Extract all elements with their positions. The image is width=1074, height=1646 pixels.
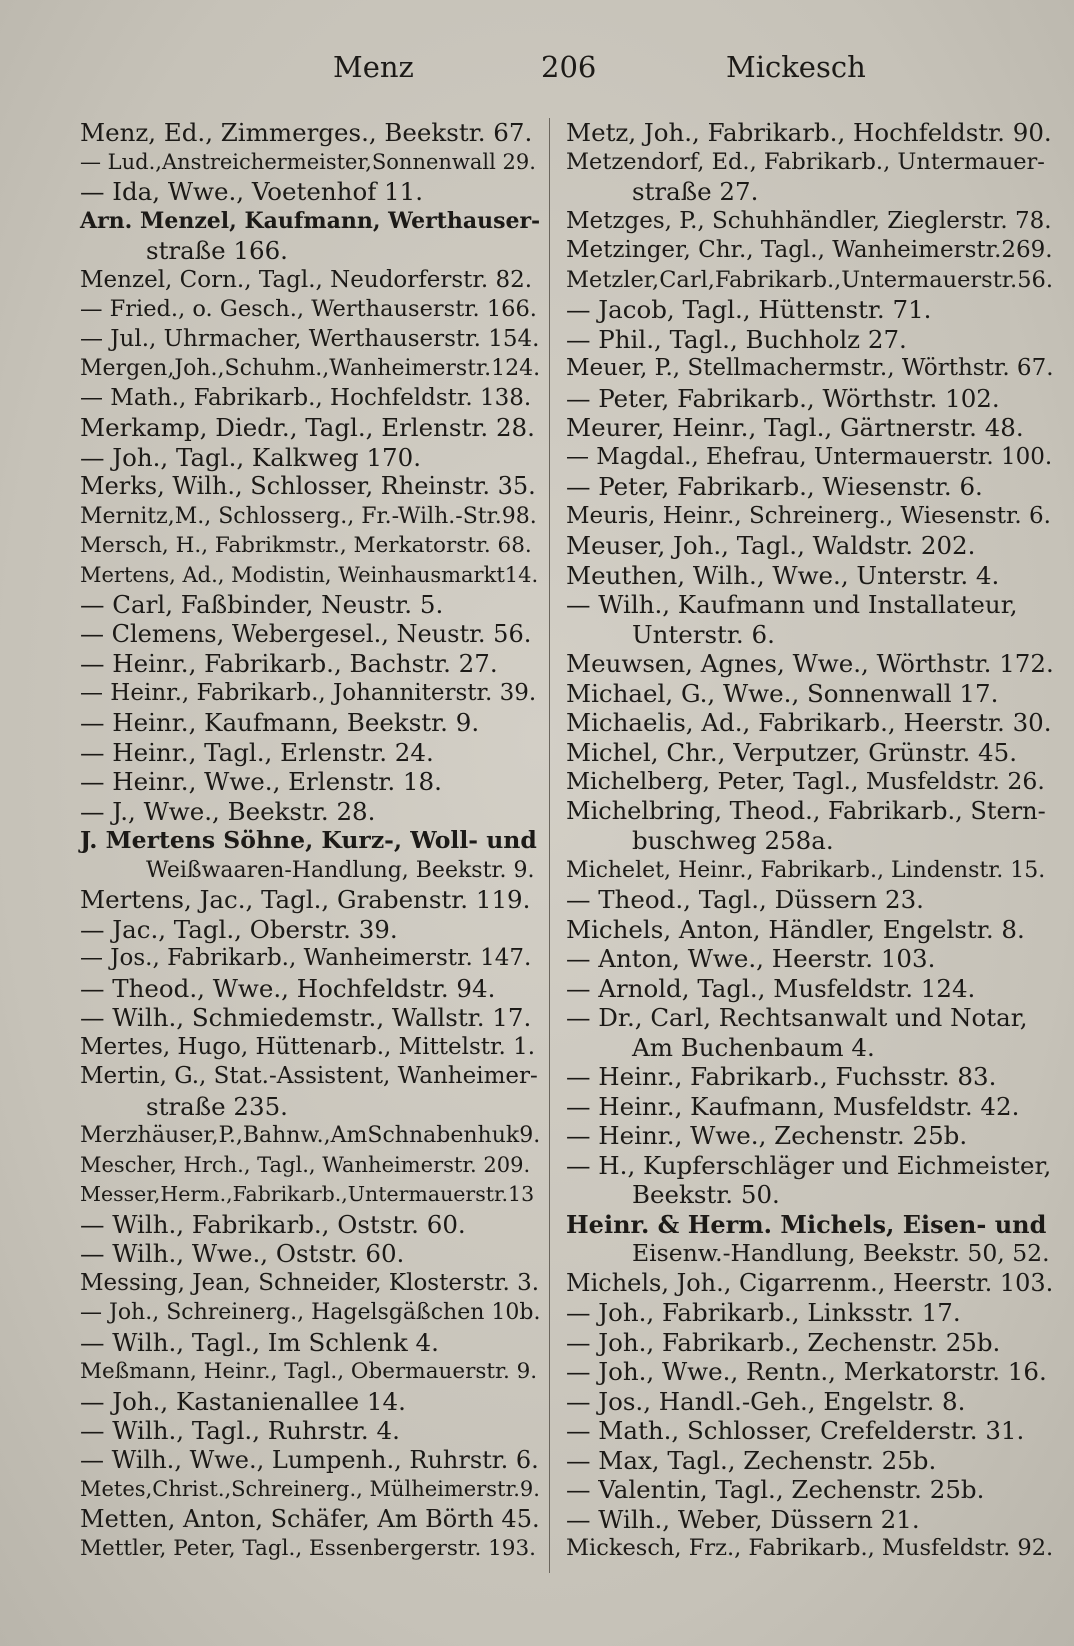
directory-entry: Meuwsen, Agnes, Wwe., Wörthstr. 172. [566, 649, 1054, 678]
directory-entry: Arn. Menzel, Kaufmann, Werthauser- [80, 207, 541, 234]
directory-entry: Menzel, Corn., Tagl., Neudorferstr. 82. [80, 266, 533, 293]
directory-entry: — Joh., Schreinerg., Hagelsgäßchen 10b. [80, 1300, 541, 1325]
directory-entry: — Jos., Handl.-Geh., Engelstr. 8. [566, 1386, 966, 1416]
directory-entry: — Wilh., Tagl., Im Schlenk 4. [80, 1327, 439, 1357]
directory-entry: — J., Wwe., Beekstr. 28. [80, 796, 376, 826]
directory-entry: — Max, Tagl., Zechenstr. 25b. [566, 1445, 937, 1475]
directory-entry: Merkamp, Diedr., Tagl., Erlenstr. 28. [80, 413, 535, 442]
directory-entry: — Math., Fabrikarb., Hochfeldstr. 138. [80, 384, 532, 411]
directory-entry: Michels, Joh., Cigarrenm., Heerstr. 103. [566, 1268, 1054, 1297]
directory-entry: Metzler,Carl,Fabrikarb.,Untermauerstr.56. [566, 266, 1053, 293]
header-last-name: Mickesch [726, 50, 866, 84]
directory-entry: — Heinr., Kaufmann, Beekstr. 9. [80, 708, 480, 737]
directory-entry: Merzhäuser,P.,Bahnw.,AmSchnabenhuk9. [80, 1123, 541, 1148]
directory-entry: — Wilh., Wwe., Oststr. 60. [80, 1239, 405, 1268]
directory-entry: Meuris, Heinr., Schreinerg., Wiesenstr. 6. [566, 502, 1051, 529]
directory-entry: Meuthen, Wilh., Wwe., Unterstr. 4. [566, 560, 1000, 590]
directory-entry: — Arnold, Tagl., Musfeldstr. 124. [566, 973, 976, 1003]
directory-entry: Mickesch, Frz., Fabrikarb., Musfeldstr. 92. [566, 1535, 1054, 1561]
directory-entry: Mersch, H., Fabrikmstr., Merkatorstr. 68. [80, 533, 532, 558]
directory-entry: Meuser, Joh., Tagl., Waldstr. 202. [566, 531, 976, 560]
directory-entry: — Heinr., Kaufmann, Musfeldstr. 42. [566, 1091, 1020, 1121]
directory-entry: — Lud.,Anstreichermeister,Sonnenwall 29. [80, 149, 536, 174]
entry-continuation: Weißwaaren-Handlung, Beekstr. 9. [146, 857, 535, 883]
directory-entry: Meßmann, Heinr., Tagl., Obermauerstr. 9. [80, 1359, 538, 1384]
directory-entry: — Joh., Fabrikarb., Zechenstr. 25b. [566, 1327, 1001, 1357]
directory-entry: — Heinr., Fabrikarb., Johanniterstr. 39. [80, 679, 537, 706]
directory-entry: Meurer, Heinr., Tagl., Gärtnerstr. 48. [566, 413, 1024, 442]
directory-entry: J. Mertens Söhne, Kurz-, Woll- und [80, 826, 537, 854]
entry-continuation: Am Buchenbaum 4. [632, 1032, 875, 1062]
directory-entry: Metes,Christ.,Schreinerg., Mülheimerstr.9. [80, 1477, 540, 1501]
directory-entry: Michael, G., Wwe., Sonnenwall 17. [566, 678, 999, 708]
entry-continuation: Eisenw.-Handlung, Beekstr. 50, 52. [632, 1239, 1050, 1267]
directory-entry: — Wilh., Wwe., Lumpenh., Ruhrstr. 6. [80, 1445, 539, 1474]
entry-continuation: buschweg 258a. [632, 826, 834, 855]
directory-entry: Metten, Anton, Schäfer, Am Börth 45. [80, 1504, 540, 1533]
directory-entry: — Jos., Fabrikarb., Wanheimerstr. 147. [80, 945, 532, 971]
entry-continuation: straße 27. [632, 177, 759, 206]
right-column [566, 118, 1054, 1564]
directory-entry: Menz, Ed., Zimmerges., Beekstr. 67. [80, 118, 533, 147]
directory-entry: — Jac., Tagl., Oberstr. 39. [80, 914, 398, 944]
directory-entry: Mertens, Jac., Tagl., Grabenstr. 119. [80, 885, 531, 914]
directory-entry: Merks, Wilh., Schlosser, Rheinstr. 35. [80, 472, 536, 500]
entry-continuation: straße 166. [146, 236, 288, 265]
entry-continuation: straße 235. [146, 1091, 288, 1121]
directory-entry: Michels, Anton, Händler, Engelstr. 8. [566, 914, 1025, 944]
directory-entry: — Heinr., Fabrikarb., Fuchsstr. 83. [566, 1062, 997, 1091]
directory-entry: Mergen,Joh.,Schuhm.,Wanheimerstr.124. [80, 356, 541, 381]
directory-entry: — Valentin, Tagl., Zechenstr. 25b. [566, 1475, 985, 1504]
directory-entry: — Jul., Uhrmacher, Werthauserstr. 154. [80, 325, 540, 352]
directory-entry: — Ida, Wwe., Voetenhof 11. [80, 177, 424, 206]
directory-entry: — Jacob, Tagl., Hüttenstr. 71. [566, 295, 932, 324]
directory-entry: Mescher, Hrch., Tagl., Wanheimerstr. 209. [80, 1152, 531, 1177]
directory-entry: Mettler, Peter, Tagl., Essenbergerstr. 193. [80, 1536, 536, 1561]
directory-entry: Metzendorf, Ed., Fabrikarb., Untermauer- [566, 148, 1045, 175]
header-first-name: Menz [333, 50, 414, 84]
directory-entry: — Heinr., Tagl., Erlenstr. 24. [80, 737, 434, 767]
directory-entry: Mertin, G., Stat.-Assistent, Wanheimer- [80, 1063, 538, 1089]
directory-entry: — Dr., Carl, Rechtsanwalt und Notar, [566, 1003, 1028, 1032]
directory-entry: Michaelis, Ad., Fabrikarb., Heerstr. 30. [566, 708, 1052, 737]
directory-entry: Michelberg, Peter, Tagl., Musfeldstr. 26. [566, 767, 1045, 795]
directory-entry: — Math., Schlosser, Crefelderstr. 31. [566, 1416, 1025, 1445]
directory-entry: Meuer, P., Stellmachermstr., Wörthstr. 67. [566, 355, 1054, 381]
directory-entry: — Peter, Fabrikarb., Wiesenstr. 6. [566, 472, 983, 501]
directory-entry: — Anton, Wwe., Heerstr. 103. [566, 944, 936, 973]
directory-entry: — Joh., Wwe., Rentn., Merkatorstr. 16. [566, 1357, 1047, 1386]
directory-entry: Mertes, Hugo, Hüttenarb., Mittelstr. 1. [80, 1033, 536, 1060]
column-divider [549, 118, 550, 1573]
directory-entry: — Heinr., Fabrikarb., Bachstr. 27. [80, 649, 498, 678]
directory-entry: Michel, Chr., Verputzer, Grünstr. 45. [566, 737, 1018, 767]
directory-entry: — Theod., Wwe., Hochfeldstr. 94. [80, 973, 496, 1003]
directory-entry: — Joh., Kastanienallee 14. [80, 1386, 406, 1416]
directory-entry: — Heinr., Wwe., Erlenstr. 18. [80, 767, 442, 796]
directory-entry: Heinr. & Herm. Michels, Eisen- und [566, 1209, 1047, 1239]
directory-entry: — Wilh., Schmiedemstr., Wallstr. 17. [80, 1003, 532, 1032]
directory-entry: — Wilh., Tagl., Ruhrstr. 4. [80, 1416, 400, 1445]
directory-entry: — Wilh., Kaufmann und Installateur, [566, 590, 1018, 619]
directory-entry: Michelbring, Theod., Fabrikarb., Stern- [566, 796, 1046, 825]
page-header [0, 50, 1074, 90]
directory-entry: — Joh., Tagl., Kalkweg 170. [80, 442, 422, 472]
page-number: 206 [541, 50, 597, 84]
entry-continuation: Beekstr. 50. [632, 1180, 780, 1209]
directory-entry: Metzinger, Chr., Tagl., Wanheimerstr.269. [566, 237, 1053, 263]
directory-entry: — Clemens, Webergesel., Neustr. 56. [80, 619, 532, 648]
directory-entry: — Heinr., Wwe., Zechenstr. 25b. [566, 1121, 968, 1150]
left-column [80, 118, 540, 1564]
directory-entry: Michelet, Heinr., Fabrikarb., Lindenstr. 15. [566, 857, 1046, 883]
directory-entry: Messing, Jean, Schneider, Klosterstr. 3. [80, 1269, 540, 1296]
directory-entry: — Magdal., Ehefrau, Untermauerstr. 100. [566, 443, 1053, 470]
directory-entry: — Theod., Tagl., Düssern 23. [566, 885, 924, 914]
directory-entry: Metzges, P., Schuhhändler, Zieglerstr. 78. [566, 207, 1052, 234]
directory-entry: — Wilh., Weber, Düssern 21. [566, 1504, 920, 1534]
directory-entry: — Carl, Faßbinder, Neustr. 5. [80, 590, 444, 619]
entry-continuation: Unterstr. 6. [632, 619, 775, 649]
directory-entry: — Joh., Fabrikarb., Linksstr. 17. [566, 1298, 961, 1327]
directory-entry: — H., Kupferschläger und Eichmeister, [566, 1150, 1052, 1180]
directory-entry: Messer,Herm.,Fabrikarb.,Untermauerstr.13 [80, 1182, 535, 1206]
directory-entry: — Wilh., Fabrikarb., Oststr. 60. [80, 1209, 466, 1239]
directory-entry: Metz, Joh., Fabrikarb., Hochfeldstr. 90. [566, 118, 1052, 147]
directory-entry: — Phil., Tagl., Buchholz 27. [566, 324, 907, 354]
directory-entry: Mernitz,M., Schlosserg., Fr.-Wilh.-Str.98. [80, 503, 537, 529]
directory-entry: — Fried., o. Gesch., Werthauserstr. 166. [80, 296, 537, 322]
directory-entry: Mertens, Ad., Modistin, Weinhausmarkt14. [80, 562, 539, 587]
directory-entry: — Peter, Fabrikarb., Wörthstr. 102. [566, 383, 1000, 413]
